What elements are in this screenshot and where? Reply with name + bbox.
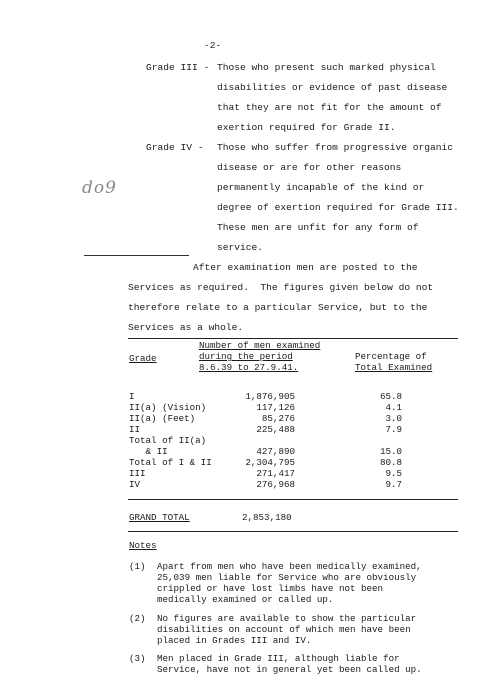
header-examined-line: during the period [199,351,293,362]
grade-iv-line: degree of exertion required for Grade III. [217,202,459,213]
header-percentage-line: Percentage of [355,351,427,362]
note-line: Apart from men who have been medically examined, [157,561,422,572]
row-number: 85,276 [261,413,295,424]
note-number: (1) [129,561,146,572]
margin-annotation: do9 [82,178,117,198]
row-number: 1,876,905 [245,391,295,402]
row-grade: Total of II(a) [129,435,207,446]
row-grade: II(a) (Vision) [129,402,207,413]
note-line: crippled or have lost limbs have not been [157,583,384,594]
paragraph-line: After examination men are posted to the [193,262,418,273]
grade-iv-label: Grade IV - [146,142,204,153]
row-grade: Total of I & II [129,457,212,468]
note-line: Service, have not in general yet been called up. [157,664,422,675]
row-grade: IV [129,479,141,490]
row-grade: III [129,468,146,479]
paragraph-line: Services as required. The figures given below do not [128,282,434,293]
notes-heading: Notes [129,540,157,551]
grade-iv-line: service. [217,242,264,253]
table-mid-rule [128,499,458,500]
table-top-rule [128,338,458,339]
header-examined-line: Number of men examined [199,340,321,351]
table-bottom-rule [128,531,458,532]
paragraph-line: therefore relate to a particular Service, but to the [128,302,428,313]
grand-total-label: GRAND TOTAL [129,512,190,523]
row-number: 427,890 [256,446,295,457]
note-line: placed in Grades III and IV. [157,635,312,646]
row-percentage: 3.0 [385,413,402,424]
note-line: Men placed in Grade III, although liable for [157,653,400,664]
header-grade: Grade [129,353,157,364]
row-number: 271,417 [256,468,295,479]
note-line: medically examined or called up. [157,594,334,605]
row-number: 276,968 [256,479,295,490]
note-line: No figures are available to show the particular [157,613,417,624]
grade-iv-line: permanently incapable of the kind or [217,182,425,193]
header-examined-line: 8.6.39 to 27.9.41. [199,362,299,373]
row-number: 225,488 [256,424,295,435]
margin-rule [84,255,189,256]
grade-iii-line: disabilities or evidence of past disease [217,82,448,93]
row-percentage: 9.7 [385,479,402,490]
note-number: (3) [129,653,146,664]
page-number: -2- [204,40,222,51]
grade-iv-line: These men are unfit for any form of [217,222,419,233]
grade-iii-line: that they are not fit for the amount of [217,102,442,113]
grade-iv-line: Those who suffer from progressive organic [217,142,454,153]
grand-total-value: 2,853,180 [242,512,292,523]
header-percentage-line: Total Examined [355,362,433,373]
row-percentage: 65.8 [379,391,402,402]
row-percentage: 7.9 [385,424,402,435]
grade-iii-line: exertion required for Grade II. [217,122,396,133]
row-grade: I [129,391,135,402]
grade-iv-line: disease or are for other reasons [217,162,402,173]
paragraph-line: Services as a whole. [128,322,244,333]
row-number: 117,126 [256,402,295,413]
note-line: 25,039 men liable for Service who are obviously [157,572,417,583]
note-number: (2) [129,613,146,624]
row-percentage: 80.8 [379,457,402,468]
row-percentage: 15.0 [379,446,402,457]
row-percentage: 9.5 [385,468,402,479]
row-grade: & II [129,446,168,457]
row-percentage: 4.1 [385,402,402,413]
grade-iii-label: Grade III - [146,62,210,73]
row-grade: II(a) (Feet) [129,413,196,424]
note-line: disabilities on account of which men have been [157,624,411,635]
row-grade: II [129,424,141,435]
row-number: 2,304,795 [245,457,295,468]
grade-iii-line: Those who present such marked physical [217,62,436,73]
